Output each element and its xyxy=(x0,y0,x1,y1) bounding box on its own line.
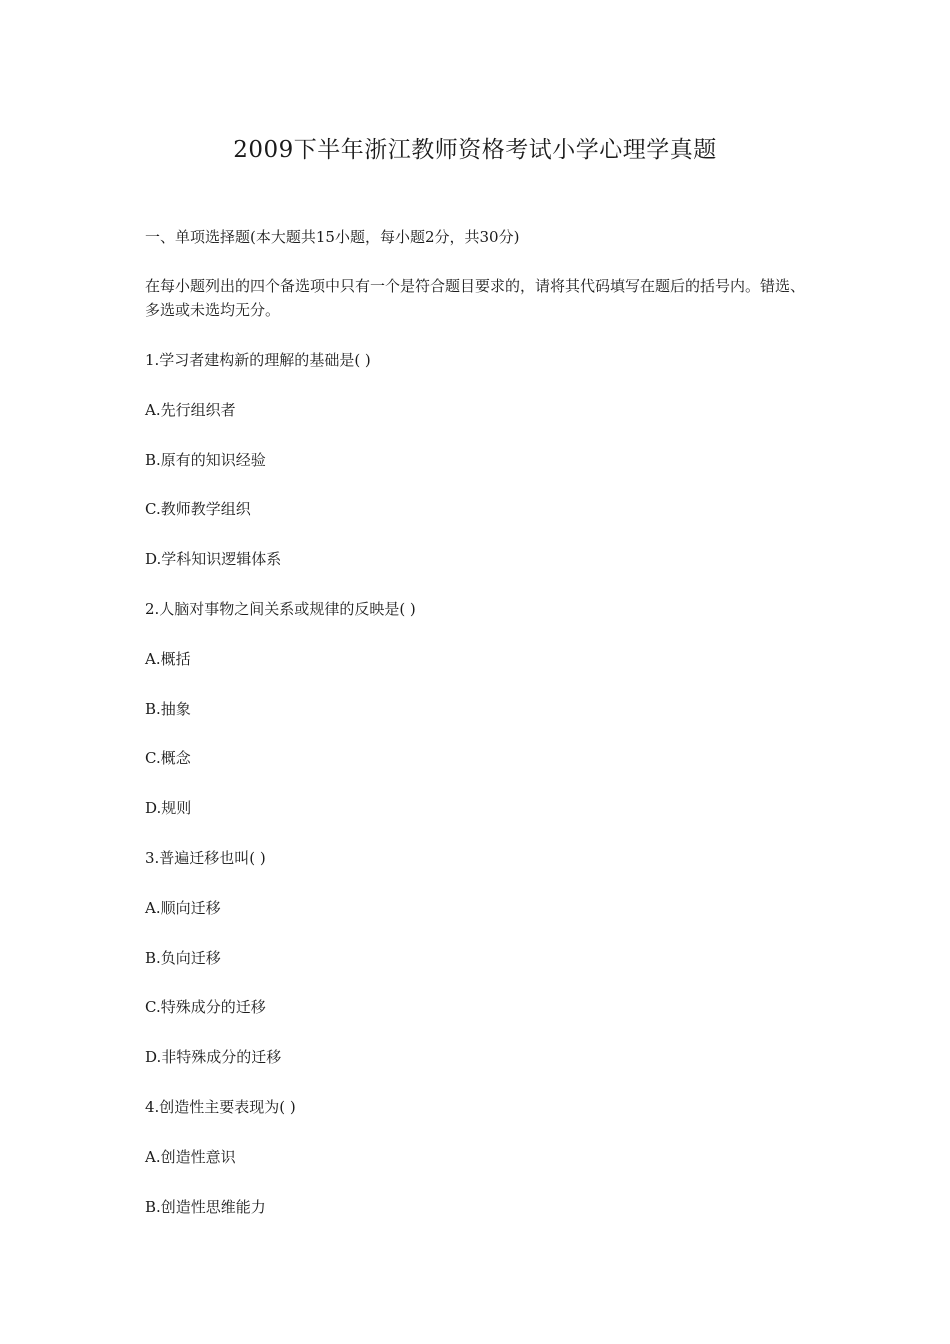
question-2-option-a: A.概括 xyxy=(145,649,191,668)
question-3-option-a: A.顺向迁移 xyxy=(145,898,221,917)
question-3: 3.普遍迁移也叫( ) xyxy=(145,848,266,867)
question-list xyxy=(145,348,416,1244)
question-3-option-c: C.特殊成分的迁移 xyxy=(145,998,266,1017)
question-2-option-c: C.概念 xyxy=(145,749,191,768)
question-1: 1.学习者建构新的理解的基础是( ) xyxy=(145,351,371,369)
question-4-option-a: A.创造性意识 xyxy=(145,1147,236,1166)
section-heading: 一、单项选择题(本大题共15小题，每小题2分，共30分) xyxy=(145,228,520,246)
question-3-option-d: D.非特殊成分的迁移 xyxy=(145,1048,282,1067)
question-2-option-b: B.抽象 xyxy=(145,699,191,718)
question-2: 2.人脑对事物之间关系或规律的反映是( ) xyxy=(145,599,416,618)
question-1-option-c: C.教师教学组织 xyxy=(145,500,251,519)
page-title: 2009下半年浙江教师资格考试小学心理学真题 xyxy=(233,137,717,163)
question-1-option-a: A.先行组织者 xyxy=(145,400,236,419)
question-1-option-b: B.原有的知识经验 xyxy=(145,450,266,469)
instructions-paragraph: 在每小题列出的四个备选项中只有一个是符合题目要求的，请将其代码填写在题后的括号内。错选、多选或未选均无分。 xyxy=(145,277,806,319)
question-2-option-d: D.规则 xyxy=(145,799,192,818)
question-1-option-d: D.学科知识逻辑体系 xyxy=(145,550,282,569)
question-3-option-b: B.负向迁移 xyxy=(145,948,221,967)
question-4-option-b: B.创造性思维能力 xyxy=(145,1197,266,1216)
question-4: 4.创造性主要表现为( ) xyxy=(145,1097,296,1116)
